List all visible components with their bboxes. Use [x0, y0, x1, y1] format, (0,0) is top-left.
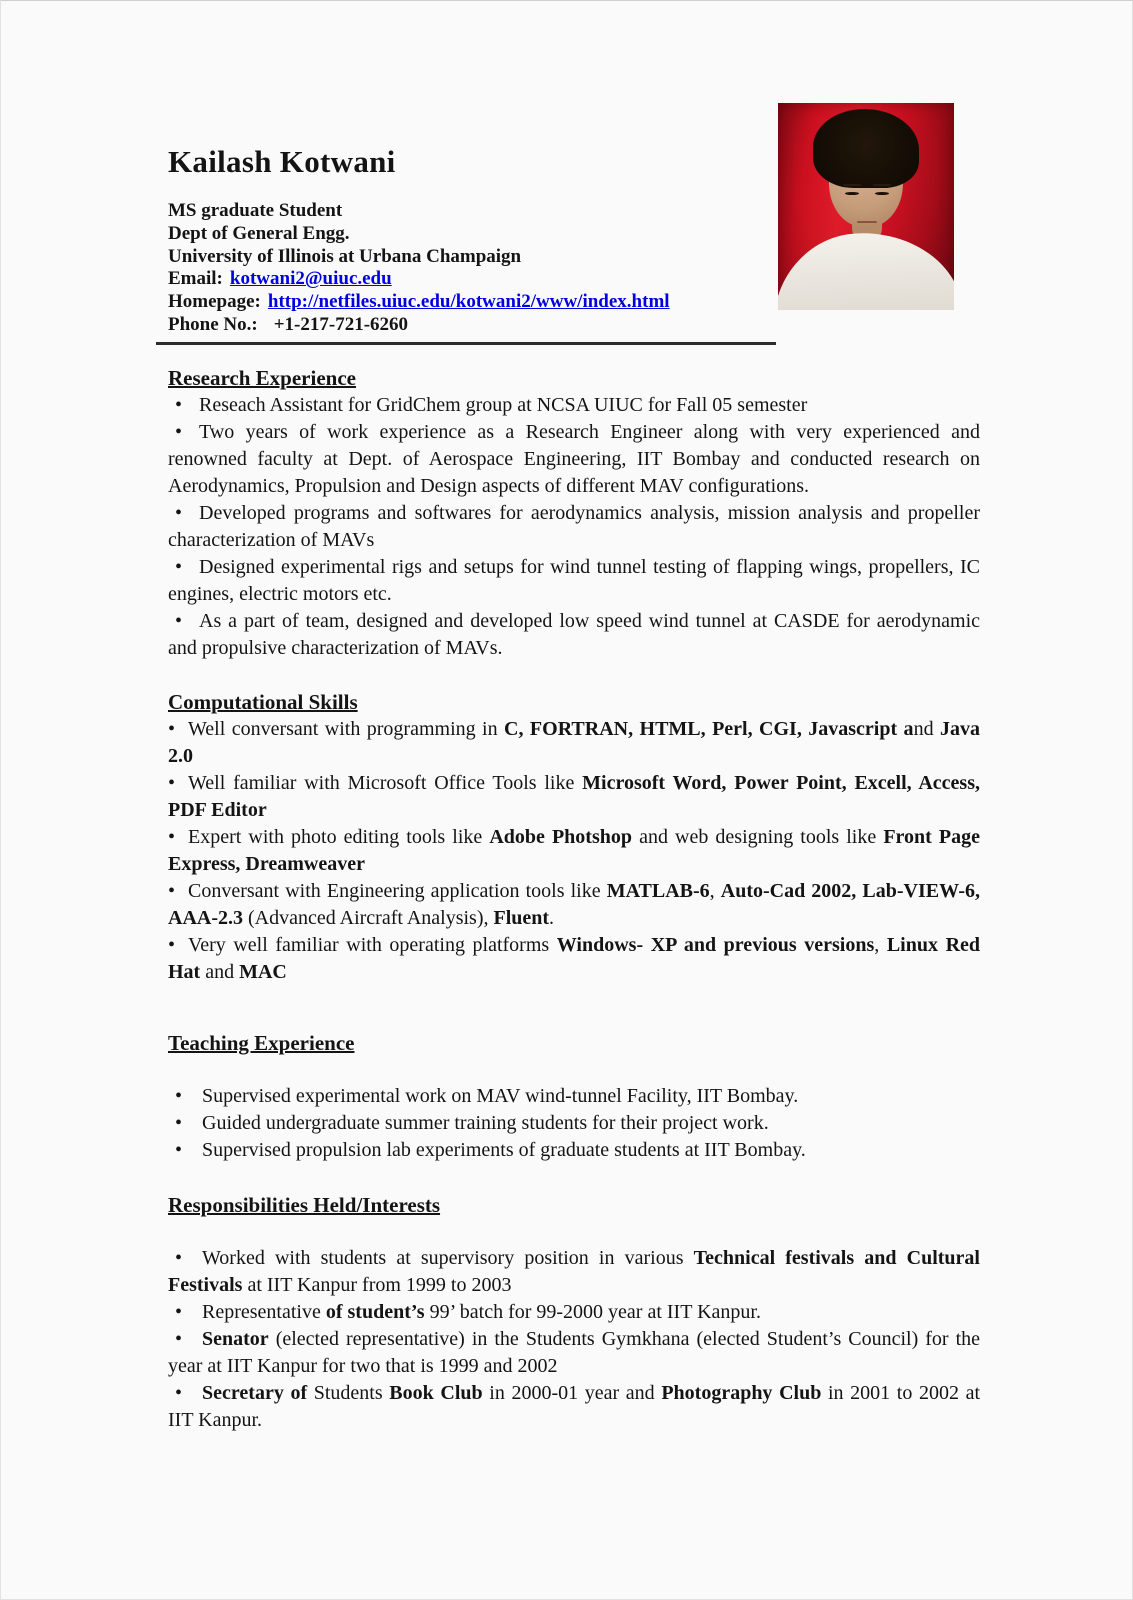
resume-header — [168, 143, 980, 345]
person-name: Kailash Kotwani — [168, 144, 396, 179]
bullet-text-segment: Very well familiar with operating platforms — [188, 933, 557, 956]
bullet-text-segment: Book Club — [389, 1381, 483, 1404]
photo-shirt — [778, 228, 954, 310]
photo-eyebrow — [873, 184, 891, 186]
bullet-text-segment: Developed programs and softwares for aerodynamics analysis, mission analysis and propeller characterization of MAVs — [168, 501, 980, 551]
section-title: Research Experience — [168, 365, 356, 390]
bullet-icon: • — [175, 420, 183, 443]
bullet-icon: • — [175, 1327, 183, 1350]
bullet-icon: • — [175, 555, 183, 578]
section-computational-skills — [168, 689, 980, 986]
section-title: Responsibilities Held/Interests — [168, 1192, 441, 1217]
contact-role: MS graduate Student — [168, 200, 343, 221]
bullet-item — [168, 1299, 980, 1326]
bullet-text-segment: Guided undergraduate summer training students for their project work. — [202, 1111, 769, 1134]
bullet-text-segment: . — [549, 906, 555, 929]
bullet-item — [168, 1110, 980, 1137]
photo-eye — [845, 192, 859, 195]
bullet-text-segment: Microsoft Word, Power Point, Excell, Access, PDF Editor — [168, 771, 980, 821]
bullet-item — [168, 419, 980, 500]
bullet-icon: • — [168, 933, 176, 956]
email-label: Email: — [168, 268, 223, 290]
sections — [168, 365, 980, 1434]
bullet-item — [168, 554, 980, 608]
bullet-text-segment: Well familiar with Microsoft Office Tools like — [188, 771, 583, 794]
bullet-text-segment: Well conversant with programming in — [188, 717, 505, 740]
bullet-text-segment: and web designing tools like — [632, 825, 884, 848]
homepage-link[interactable]: http://netfiles.uiuc.edu/kotwani2/www/index.html — [267, 291, 670, 313]
bullet-icon: • — [175, 1300, 183, 1323]
email-link[interactable]: kotwani2@uiuc.edu — [229, 268, 392, 290]
bullet-item — [168, 500, 980, 554]
bullet-item — [168, 716, 980, 770]
bullet-item — [168, 392, 980, 419]
bullet-text-segment: Linux Red Hat — [168, 933, 981, 983]
bullet-text-segment: 99’ batch for 99-2000 year at IIT Kanpur. — [424, 1300, 761, 1323]
bullet-item — [168, 1137, 980, 1164]
section-teaching-experience — [168, 1030, 980, 1164]
bullet-text-segment: MAC — [239, 960, 287, 983]
photo-eye — [875, 192, 889, 195]
bullet-text-segment: MATLAB-6 — [606, 879, 710, 902]
contact-dept: Dept of General Engg. — [168, 222, 350, 244]
bullet-icon: • — [175, 1381, 183, 1404]
bullet-item — [168, 1245, 980, 1299]
bullet-icon: • — [175, 1138, 183, 1161]
bullet-text-segment: C, FORTRAN, HTML, Perl, CGI, Javascript a — [504, 717, 914, 740]
contact-university: University of Illinois at Urbana Champaign — [168, 245, 522, 267]
contact-phone-line — [168, 314, 980, 337]
bullet-icon: • — [175, 1111, 183, 1134]
section-title: Teaching Experience — [168, 1030, 355, 1055]
bullet-text-segment: Two years of work experience as a Research Engineer along with very experienced and renowned faculty at Dept. of Aerospace Engineering, IIT Bombay and conducted research on Aerodynamics, Propulsion and Design aspects of different MAV configurations. — [168, 420, 980, 497]
bullet-text-segment: Adobe Photshop — [489, 825, 632, 848]
bullet-text-segment: in 2001 to 2002 at IIT Kanpur. — [168, 1381, 981, 1431]
photo-hair — [813, 109, 919, 188]
bullet-text-segment: and — [200, 960, 240, 983]
bullet-text-segment: nd — [913, 717, 940, 740]
bullet-icon: • — [175, 501, 183, 524]
bullet-text-segment: in 2000-01 year and — [482, 1381, 662, 1404]
bullet-text-segment: Senator — [202, 1327, 269, 1350]
bullet-text-segment: Photography Club — [661, 1381, 822, 1404]
phone-value: +1-217-721-6260 — [273, 313, 409, 335]
bullet-icon: • — [168, 717, 176, 740]
bullet-text-segment: Students — [307, 1381, 390, 1404]
bullet-text-segment: Supervised propulsion lab experiments of graduate students at IIT Bombay. — [202, 1138, 806, 1161]
bullet-text-segment: Java 2.0 — [168, 717, 980, 767]
bullet-text-segment: Auto-Cad 2002, Lab-VIEW-6, AAA-2.3 — [168, 879, 981, 929]
bullet-text-segment: Expert with photo editing tools like — [188, 825, 490, 848]
portrait-photo — [778, 103, 954, 310]
bullet-text-segment: Supervised experimental work on MAV wind-tunnel Facility, IIT Bombay. — [202, 1084, 799, 1107]
bullet-text-segment: As a part of team, designed and developed low speed wind tunnel at CASDE for aerodynamic and propulsive characterization of MAVs. — [168, 609, 980, 659]
bullet-item — [168, 1083, 980, 1110]
bullet-text-segment: , — [874, 933, 887, 956]
bullet-item — [168, 1380, 980, 1434]
bullet-icon: • — [168, 879, 176, 902]
bullet-text-segment: Windows- XP and previous versions — [556, 933, 875, 956]
photo-mouth — [857, 221, 876, 223]
header-divider — [156, 342, 776, 345]
bullet-icon: • — [168, 825, 176, 848]
photo-eyebrow — [843, 184, 861, 186]
bullet-text-segment: Worked with students at supervisory position in various — [202, 1246, 694, 1269]
bullet-item — [168, 824, 980, 878]
bullet-text-segment: at IIT Kanpur from 1999 to 2003 — [242, 1273, 512, 1296]
section-research-experience — [168, 365, 980, 662]
bullet-icon: • — [168, 771, 176, 794]
bullet-item — [168, 1326, 980, 1380]
bullet-item — [168, 770, 980, 824]
section-responsibilities-interests — [168, 1192, 980, 1434]
bullet-icon: • — [175, 1246, 183, 1269]
bullet-text-segment: of student’s — [325, 1300, 425, 1323]
bullet-text-segment: Technical festivals and Cultural Festivals — [168, 1246, 980, 1296]
bullet-item — [168, 932, 980, 986]
section-title: Computational Skills — [168, 689, 358, 714]
homepage-label: Homepage: — [168, 291, 261, 313]
bullet-text-segment: Representative — [202, 1300, 326, 1323]
bullet-text-segment: Front Page Express, Dreamweaver — [168, 825, 980, 875]
bullet-icon: • — [175, 1084, 183, 1107]
bullet-text-segment: (elected representative) in the Students Gymkhana (elected Student’s Council) for the year at IIT Kanpur for two that is 1999 and 2002 — [168, 1327, 980, 1377]
bullet-icon: • — [175, 609, 183, 632]
bullet-item — [168, 608, 980, 662]
bullet-item — [168, 878, 980, 932]
bullet-text-segment: Designed experimental rigs and setups for wind tunnel testing of flapping wings, propellers, IC engines, electric motors etc. — [168, 555, 980, 605]
bullet-text-segment: (Advanced Aircraft Analysis), — [243, 906, 494, 929]
bullet-text-segment: , — [709, 879, 721, 902]
bullet-text-segment: Secretary of — [202, 1381, 308, 1404]
bullet-icon: • — [175, 393, 183, 416]
bullet-text-segment: Fluent — [493, 906, 550, 929]
bullet-text-segment: Reseach Assistant for GridChem group at NCSA UIUC for Fall 05 semester — [199, 393, 808, 416]
phone-label: Phone No.: — [168, 313, 258, 335]
bullet-text-segment: Conversant with Engineering application tools like — [188, 879, 607, 902]
